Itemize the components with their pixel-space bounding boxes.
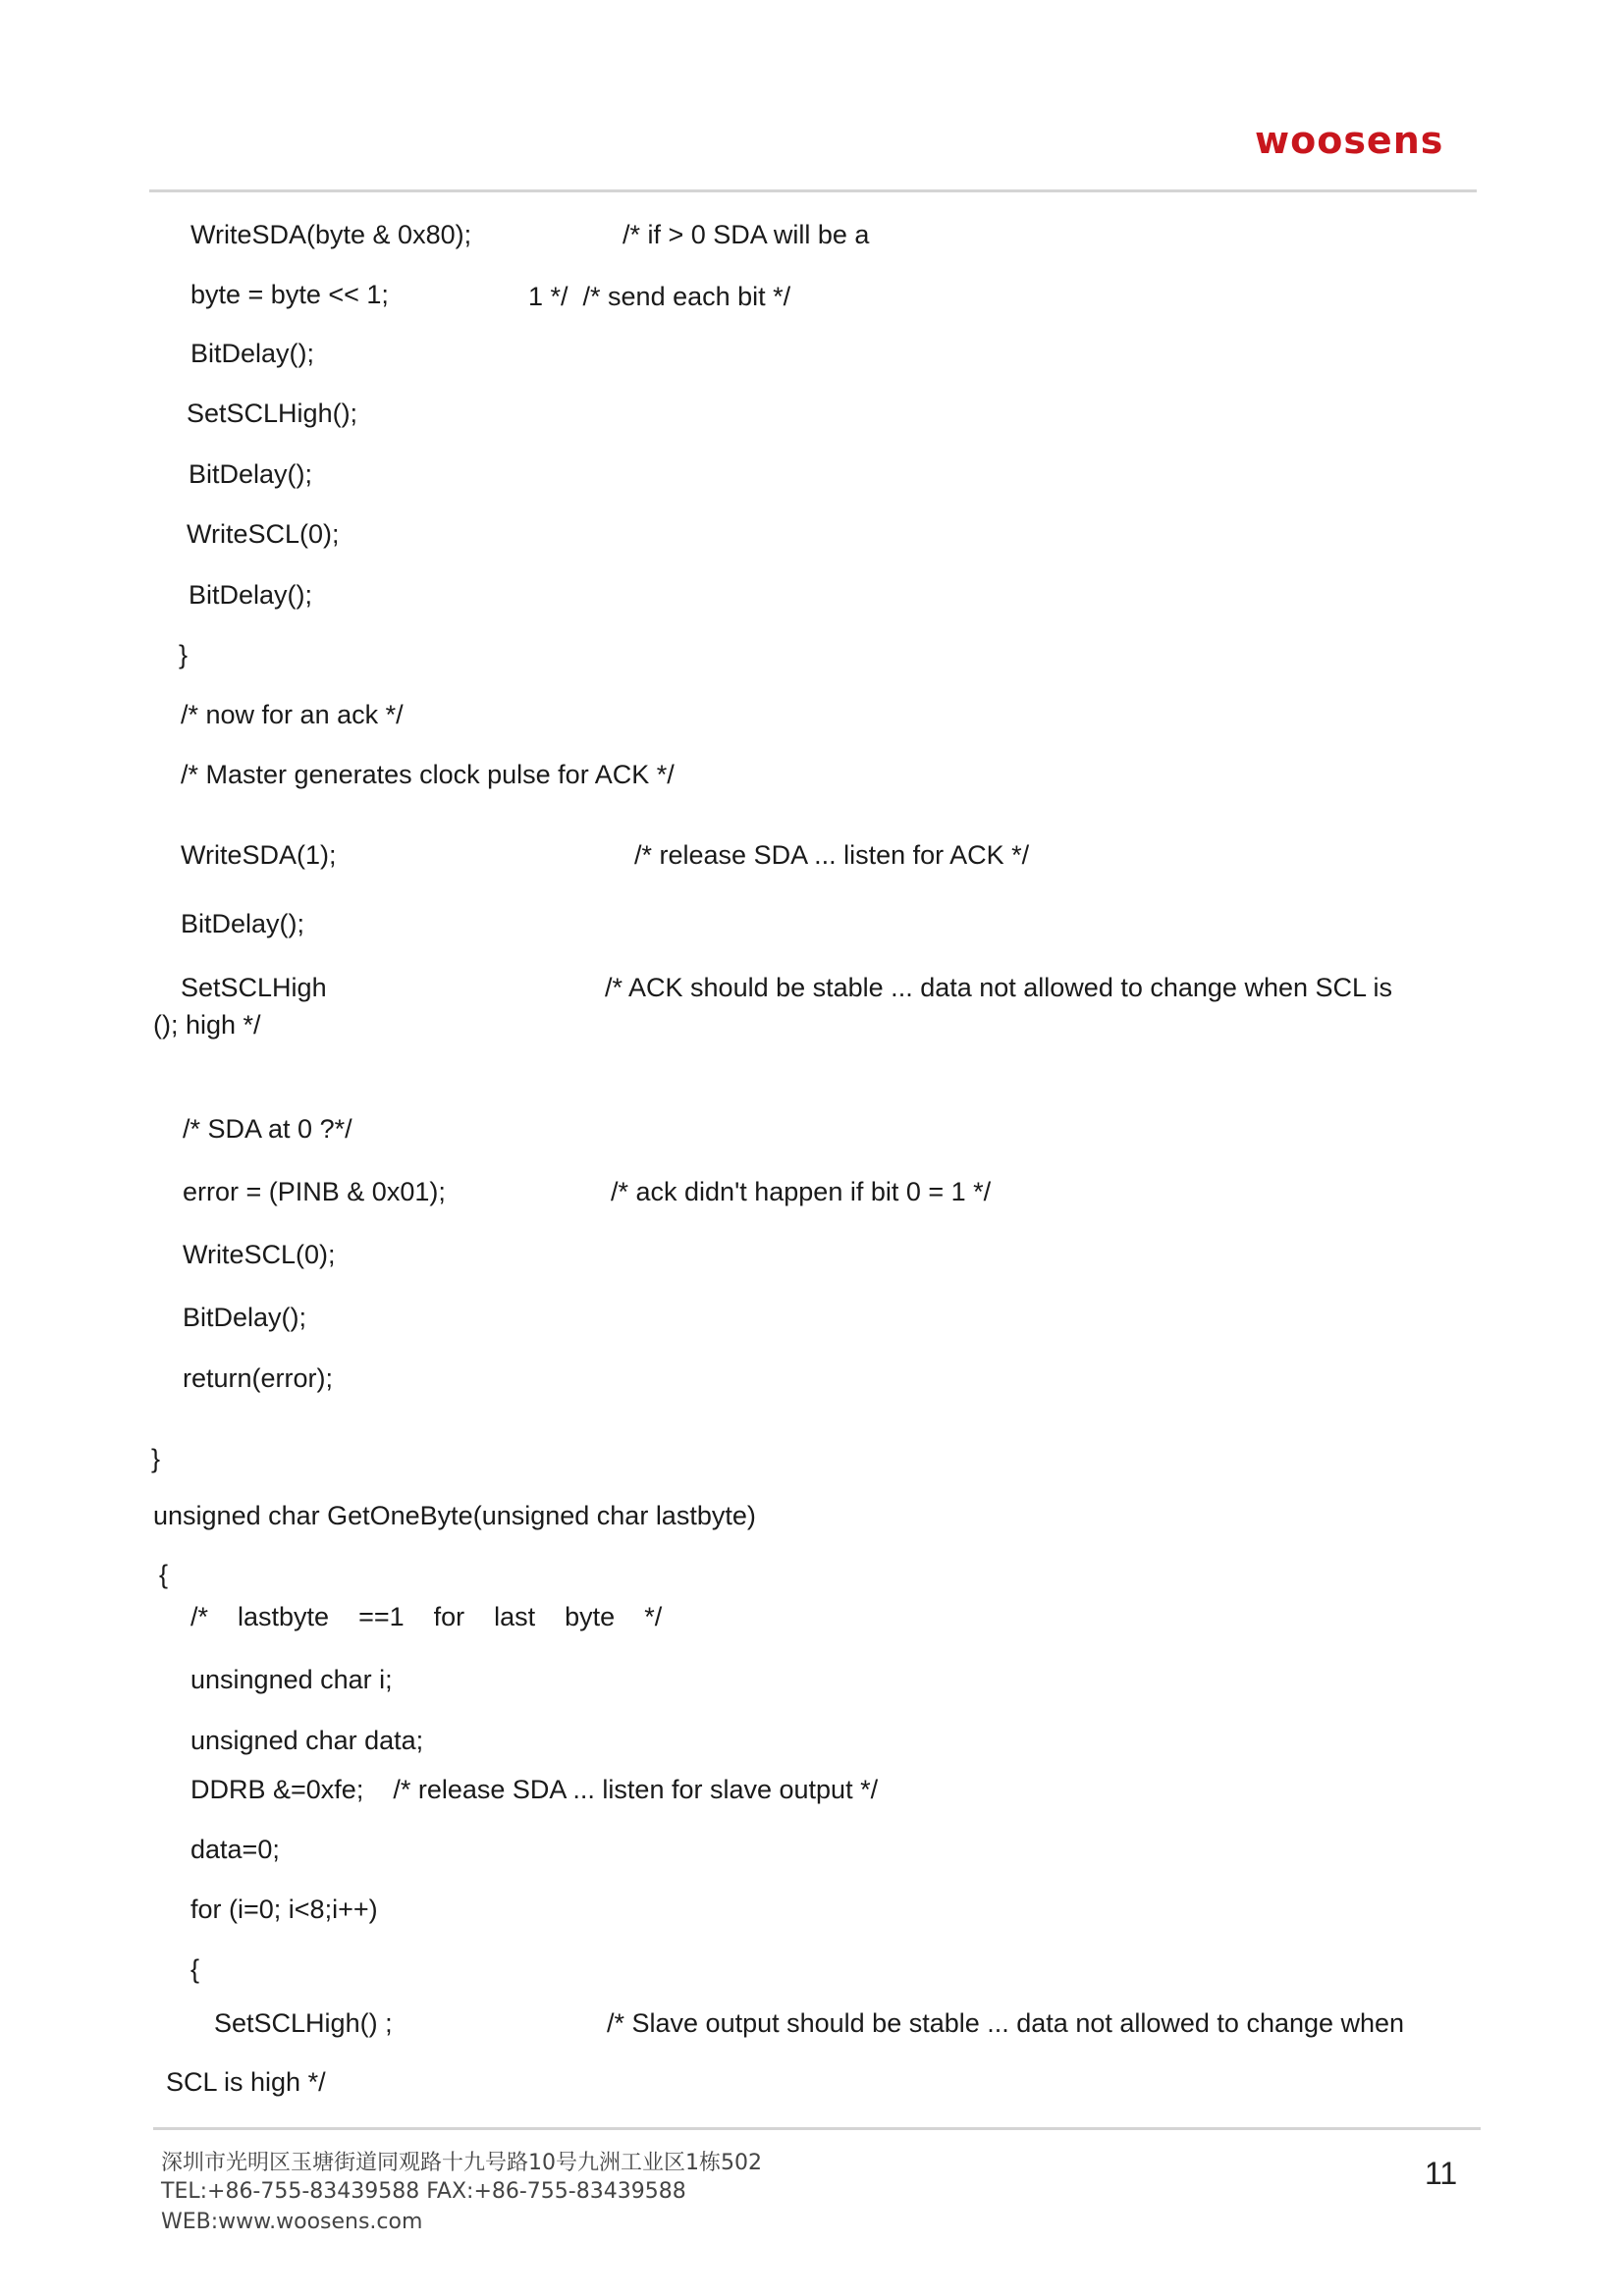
code-comment: /* ack didn't happen if bit 0 = 1 */: [611, 1177, 992, 1206]
code-line: WriteSDA(byte & 0x80);: [190, 220, 472, 249]
code-line: BitDelay();: [189, 459, 313, 489]
code-line: {: [190, 1954, 200, 1984]
code-line: data=0;: [190, 1835, 280, 1864]
code-line: return(error);: [183, 1363, 334, 1393]
code-comment: /* release SDA ... listen for ACK */: [634, 840, 1030, 870]
code-comment: /* ACK should be stable ... data not allowed to change when SCL is: [605, 973, 1393, 1002]
code-line: unsigned char data;: [190, 1726, 424, 1755]
code-line: SetSCLHigh() ;: [214, 2008, 393, 2038]
code-comment: /* SDA at 0 ?*/: [183, 1114, 352, 1144]
woosens-logo: woosens: [1255, 119, 1444, 162]
code-line: DDRB &=0xfe; /* release SDA ... listen for slave output */: [190, 1775, 879, 1804]
code-comment: /* now for an ack */: [181, 700, 404, 729]
header-divider: [149, 189, 1477, 192]
code-line: SetSCLHigh: [181, 973, 327, 1002]
code-line: }: [151, 1444, 161, 1473]
footer-divider: [153, 2127, 1481, 2130]
code-comment: /* if > 0 SDA will be a: [623, 220, 870, 249]
code-line: error = (PINB & 0x01);: [183, 1177, 446, 1206]
code-line: unsigned char GetOneByte(unsigned char lastbyte): [153, 1501, 756, 1530]
code-comment: SCL is high */: [166, 2067, 326, 2097]
code-line: BitDelay();: [181, 909, 305, 938]
footer-website: WEB:www.woosens.com: [161, 2210, 423, 2234]
code-line: WriteSDA(1);: [181, 840, 337, 870]
code-comment: 1 */ /* send each bit */: [528, 282, 791, 311]
code-line: (); high */: [153, 1010, 261, 1040]
page-number: 11: [1425, 2156, 1458, 2191]
footer-tel-fax: TEL:+86-755-83439588 FAX:+86-755-83439588: [161, 2179, 686, 2204]
code-line: BitDelay();: [183, 1303, 307, 1332]
code-line: for (i=0; i<8;i++): [190, 1895, 378, 1924]
code-line: {: [159, 1560, 169, 1589]
code-comment: /* lastbyte ==1 for last byte */: [190, 1602, 663, 1631]
code-line: BitDelay();: [189, 580, 313, 610]
code-line: byte = byte << 1;: [190, 280, 389, 309]
code-line: SetSCLHigh();: [187, 399, 358, 428]
code-line: WriteSCL(0);: [183, 1240, 336, 1269]
code-line: unsingned char i;: [190, 1665, 393, 1694]
code-line: WriteSCL(0);: [187, 519, 340, 549]
code-comment: /* Master generates clock pulse for ACK */: [181, 760, 675, 789]
footer-address: 深圳市光明区玉塘街道同观路十九号路10号九洲工业区1栋502: [161, 2151, 762, 2175]
code-line: BitDelay();: [190, 339, 315, 368]
code-comment: /* Slave output should be stable ... data not allowed to change when: [607, 2008, 1405, 2038]
code-line: }: [179, 640, 189, 669]
